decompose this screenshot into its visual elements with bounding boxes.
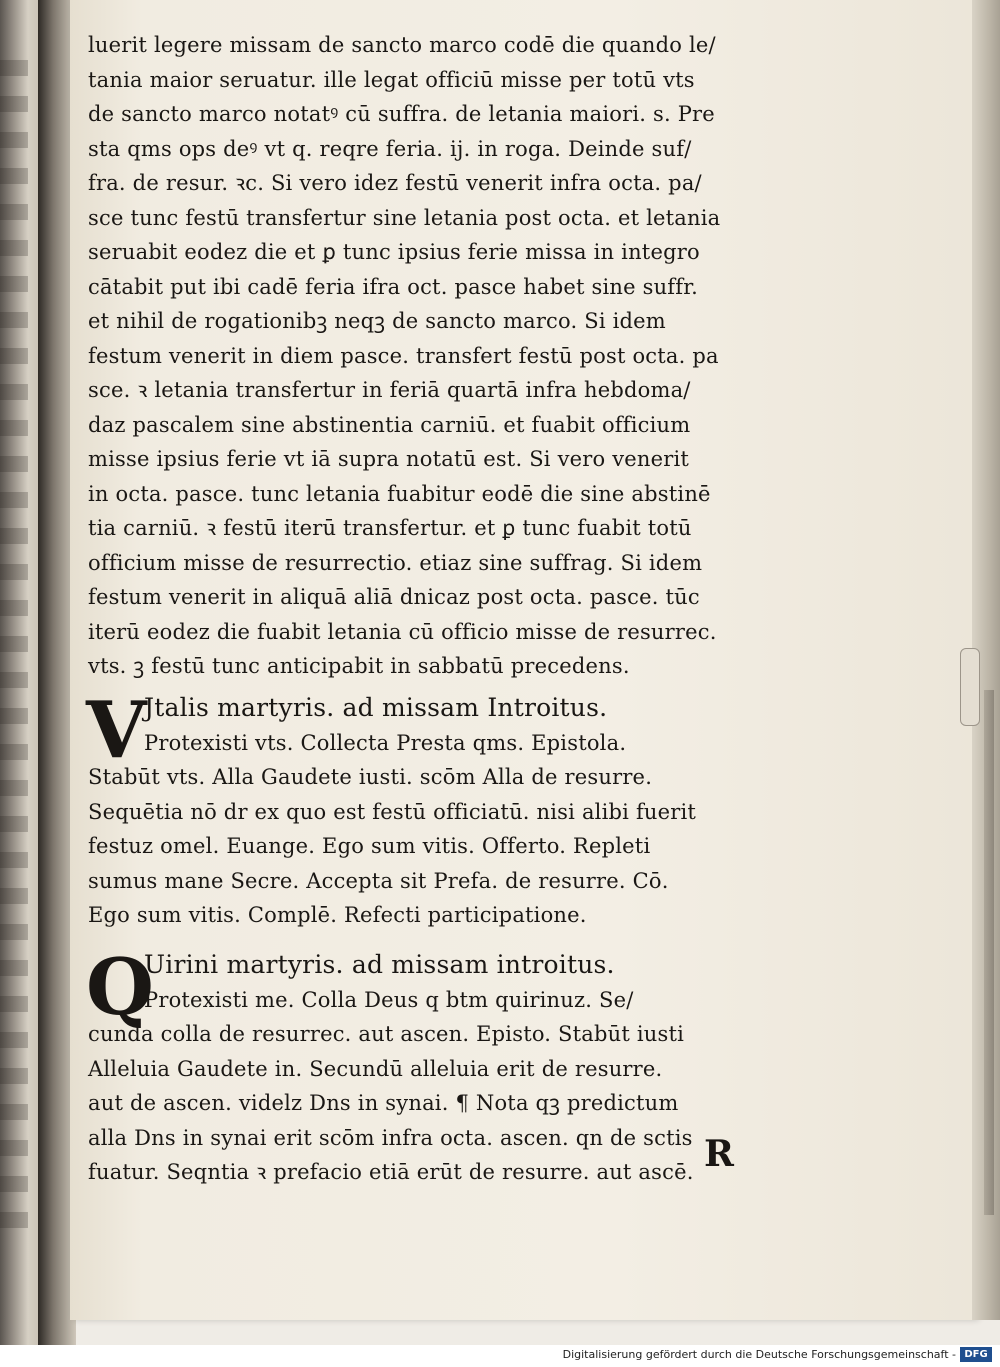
signature-mark: R (704, 1133, 734, 1175)
section-vitalis (86, 684, 830, 933)
text-line: seruabit eodez die et ꝑ tunc ipsius ferie missa in integro (88, 240, 700, 264)
text-line: de sancto marco notatꝰ cū suffra. de letania maiori. s. Pre (88, 102, 715, 126)
text-line: sce. ꝛ letania transfertur in feriā quartā infra hebdoma/ (88, 378, 691, 402)
text-line: cunda colla de resurrec. aut ascen. Episto. Stabūt iusti (88, 1022, 685, 1046)
page-tab-marker (960, 648, 980, 726)
text-line: Protexisti me. Colla Deus q btm quirinuz. Se/ (144, 987, 634, 1012)
dfg-logo: DFG (960, 1347, 992, 1362)
section-heading: Uirini martyris. ad missam introitus. (144, 949, 615, 979)
text-line: tia carniū. ꝛ festū iterū transfertur. et ꝑ tunc fuabit totū (88, 516, 692, 540)
text-line: sumus mane Secre. Accepta sit Prefa. de resurre. Cō. (88, 868, 669, 893)
text-line: sta qms ops deꝰ vt q. reqre feria. ij. in roga. Deinde suf/ (88, 136, 692, 161)
text-line: cātabit put ibi cadē feria ifra oct. pasce habet sine suffr. (88, 274, 699, 299)
funding-credit: Digitalisierung gefördert durch die Deutsche Forschungsgemeinschaft - (562, 1348, 956, 1361)
text-line: Protexisti vts. Collecta Presta qms. Epistola. (144, 730, 627, 755)
text-line: officium misse de resurrectio. etiaz sine suffrag. Si idem (88, 550, 703, 575)
text-line: tania maior seruatur. ille legat officiū misse per totū vts (88, 67, 695, 92)
text-line: iterū eodez die fuabit letania cū officio misse de resurrec. (88, 619, 717, 644)
text-line: Ego sum vitis. Complē. Refecti participatione. (88, 903, 587, 927)
decorated-initial-v: V (86, 684, 147, 776)
text-line: festum venerit in aliquā aliā dnicaz post octa. pasce. tūc (88, 585, 700, 609)
text-line: fra. de resur. ꝛc. Si vero idez festū venerit infra octa. pa/ (88, 171, 702, 195)
text-line: misse ipsius ferie vt iā supra notatū est. Si vero venerit (88, 447, 690, 471)
text-line: festum venerit in diem pasce. transfert festū post octa. pa (88, 343, 719, 368)
section-heading: Jtalis martyris. ad missam Introitus. (144, 692, 608, 722)
paragraph-continuation (88, 28, 830, 684)
text-line: fuatur. Seqntia ꝛ prefacio etiā erūt de resurre. aut ascē. (88, 1160, 694, 1184)
text-line: alla Dns in synai erit scōm infra octa. ascen. qn de sctis (88, 1125, 693, 1150)
text-line: Sequētia nō dr ex quo est festū officiatū. nisi alibi fuerit (88, 799, 697, 824)
facing-page-edge (0, 0, 40, 1345)
text-line: in octa. pasce. tunc letania fuabitur eodē die sine abstinē (88, 481, 711, 506)
text-line: Alleluia Gaudete in. Secundū alleluia erit de resurre. (88, 1056, 663, 1081)
section-body (88, 726, 830, 933)
text-line: festuz omel. Euange. Ego sum vitis. Offerto. Repleti (88, 834, 651, 858)
decorated-initial-q: Q (86, 941, 154, 1033)
text-line: Stabūt vts. Alla Gaudete iusti. scōm Alla de resurre. (88, 765, 653, 789)
text-line: vts. ꝫ festū tunc anticipabit in sabbatū precedens. (88, 654, 630, 678)
page-text-block (88, 28, 830, 1190)
footer-bar (0, 1345, 1000, 1367)
text-line: aut de ascen. videlz Dns in synai. ¶ Nota qꝫ predictum (88, 1091, 679, 1115)
text-line: et nihil de rogationibꝫ neqꝫ de sancto marco. Si idem (88, 309, 666, 333)
page-stack-shadow (984, 690, 994, 1215)
facing-page-text (0, 60, 28, 1230)
text-line: sce tunc festū transfertur sine letania post octa. et letania (88, 205, 721, 230)
text-line: daz pascalem sine abstinentia carniū. et fuabit officium (88, 412, 691, 437)
text-line: luerit legere missam de sancto marco codē die quando le/ (88, 33, 716, 57)
